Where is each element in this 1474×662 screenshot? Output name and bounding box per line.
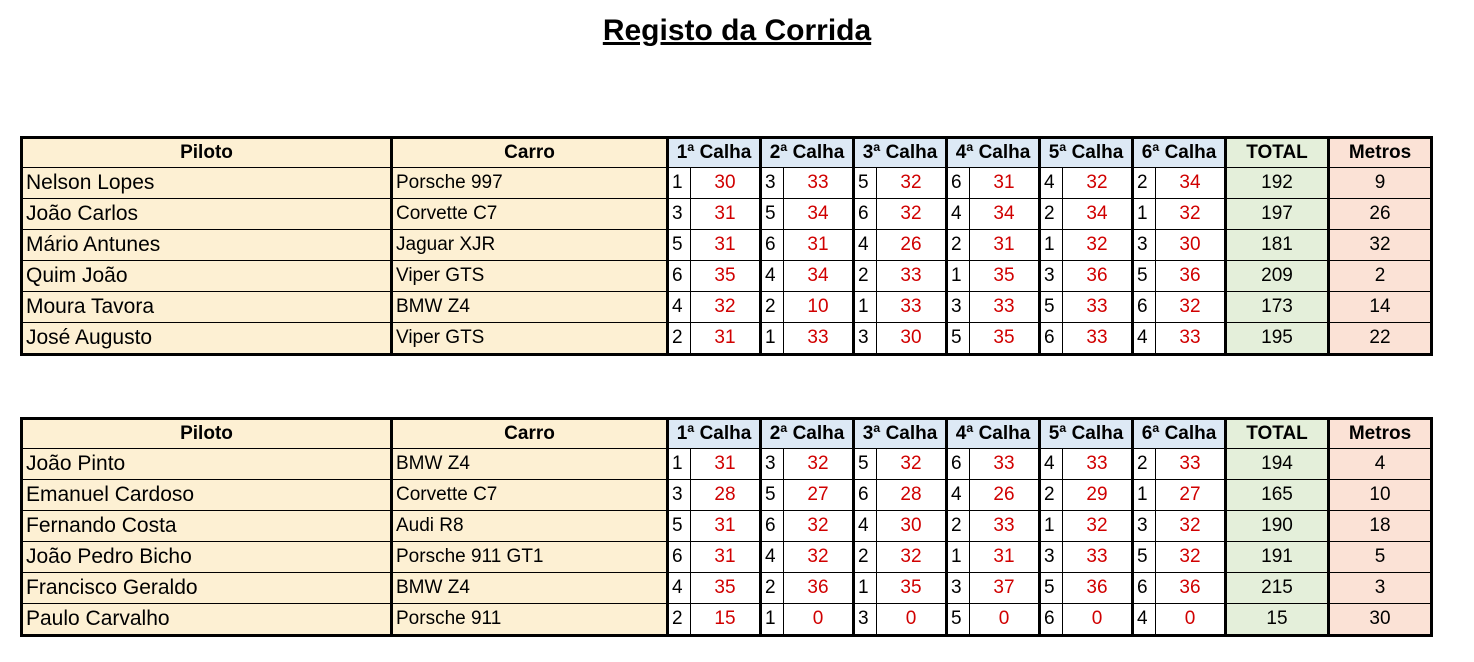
lane-position: 5 (761, 480, 784, 511)
lane-position: 4 (854, 230, 877, 261)
lane-position: 2 (1133, 168, 1156, 199)
lane-score: 31 (691, 230, 761, 261)
lane-score: 0 (1063, 604, 1133, 636)
lane-score: 0 (877, 604, 947, 636)
car-name: Viper GTS (392, 261, 668, 292)
car-name: BMW Z4 (392, 292, 668, 323)
header-calha-2: 2ª Calha (761, 419, 854, 449)
lane-position: 1 (761, 604, 784, 636)
lane-position: 4 (854, 511, 877, 542)
metros-value: 22 (1329, 323, 1432, 355)
lane-position: 6 (1040, 323, 1063, 355)
header-calha-6: 6ª Calha (1133, 138, 1226, 168)
lane-score: 32 (784, 449, 854, 480)
lane-score: 27 (1156, 480, 1226, 511)
lane-score: 36 (1156, 573, 1226, 604)
lane-score: 32 (784, 511, 854, 542)
lane-score: 33 (970, 449, 1040, 480)
lane-score: 35 (691, 261, 761, 292)
lane-position: 6 (947, 449, 970, 480)
lane-position: 2 (1040, 480, 1063, 511)
lane-position: 4 (1133, 323, 1156, 355)
total-value: 191 (1226, 542, 1329, 573)
lane-score: 32 (877, 542, 947, 573)
table-row (22, 449, 1432, 480)
lane-position: 3 (761, 449, 784, 480)
lane-position: 5 (761, 199, 784, 230)
lane-position: 1 (1133, 480, 1156, 511)
lane-score: 36 (1063, 573, 1133, 604)
lane-score: 10 (784, 292, 854, 323)
lane-score: 31 (784, 230, 854, 261)
total-value: 192 (1226, 168, 1329, 199)
header-calha-6: 6ª Calha (1133, 419, 1226, 449)
header-carro: Carro (392, 419, 668, 449)
lane-position: 3 (761, 168, 784, 199)
driver-name: Emanuel Cardoso (22, 480, 392, 511)
total-value: 173 (1226, 292, 1329, 323)
lane-position: 2 (761, 573, 784, 604)
metros-value: 10 (1329, 480, 1432, 511)
lane-position: 3 (1040, 542, 1063, 573)
table-row (22, 199, 1432, 230)
lane-score: 32 (1156, 199, 1226, 230)
lane-position: 4 (761, 542, 784, 573)
total-value: 215 (1226, 573, 1329, 604)
lane-position: 5 (854, 168, 877, 199)
driver-name: Francisco Geraldo (22, 573, 392, 604)
lane-position: 1 (947, 261, 970, 292)
lane-position: 4 (761, 261, 784, 292)
lane-position: 4 (668, 292, 691, 323)
lane-position: 5 (1040, 292, 1063, 323)
total-value: 195 (1226, 323, 1329, 355)
lane-score: 30 (877, 323, 947, 355)
lane-score: 33 (877, 292, 947, 323)
header-calha-1: 1ª Calha (668, 138, 761, 168)
metros-value: 5 (1329, 542, 1432, 573)
lane-position: 4 (1040, 449, 1063, 480)
lane-position: 6 (1040, 604, 1063, 636)
header-total: TOTAL (1226, 138, 1329, 168)
lane-position: 4 (668, 573, 691, 604)
lane-position: 1 (761, 323, 784, 355)
table-row (22, 511, 1432, 542)
lane-position: 1 (1133, 199, 1156, 230)
car-name: BMW Z4 (392, 573, 668, 604)
lane-score: 26 (877, 230, 947, 261)
lane-score: 34 (1063, 199, 1133, 230)
lane-score: 34 (784, 261, 854, 292)
metros-value: 4 (1329, 449, 1432, 480)
lane-score: 26 (970, 480, 1040, 511)
lane-score: 33 (877, 261, 947, 292)
lane-position: 5 (947, 604, 970, 636)
lane-score: 32 (877, 168, 947, 199)
lane-score: 37 (970, 573, 1040, 604)
lane-score: 31 (970, 168, 1040, 199)
lane-position: 5 (1133, 542, 1156, 573)
lane-score: 29 (1063, 480, 1133, 511)
lane-score: 0 (970, 604, 1040, 636)
header-calha-5: 5ª Calha (1040, 138, 1133, 168)
lane-position: 3 (1040, 261, 1063, 292)
lane-position: 6 (761, 230, 784, 261)
car-name: BMW Z4 (392, 449, 668, 480)
car-name: Corvette C7 (392, 480, 668, 511)
car-name: Jaguar XJR (392, 230, 668, 261)
lane-score: 31 (691, 449, 761, 480)
lane-score: 33 (970, 292, 1040, 323)
lane-score: 34 (1156, 168, 1226, 199)
driver-name: João Carlos (22, 199, 392, 230)
lane-score: 31 (691, 542, 761, 573)
lane-position: 4 (947, 199, 970, 230)
lane-position: 2 (947, 511, 970, 542)
lane-position: 5 (1133, 261, 1156, 292)
car-name: Viper GTS (392, 323, 668, 355)
header-carro: Carro (392, 138, 668, 168)
lane-score: 32 (1063, 511, 1133, 542)
lane-score: 33 (1156, 323, 1226, 355)
header-row (22, 138, 1432, 168)
header-row (22, 419, 1432, 449)
lane-position: 3 (947, 292, 970, 323)
driver-name: João Pinto (22, 449, 392, 480)
lane-score: 35 (877, 573, 947, 604)
header-calha-2: 2ª Calha (761, 138, 854, 168)
lane-position: 1 (1040, 230, 1063, 261)
header-metros: Metros (1329, 138, 1432, 168)
metros-value: 3 (1329, 573, 1432, 604)
lane-position: 2 (1133, 449, 1156, 480)
header-calha-3: 3ª Calha (854, 138, 947, 168)
lane-position: 5 (1040, 573, 1063, 604)
lane-score: 32 (1156, 511, 1226, 542)
total-value: 190 (1226, 511, 1329, 542)
table-row (22, 230, 1432, 261)
lane-score: 32 (784, 542, 854, 573)
lane-position: 3 (668, 480, 691, 511)
total-value: 197 (1226, 199, 1329, 230)
lane-score: 35 (691, 573, 761, 604)
lane-position: 4 (1040, 168, 1063, 199)
lane-score: 0 (784, 604, 854, 636)
lane-position: 6 (947, 168, 970, 199)
car-name: Porsche 997 (392, 168, 668, 199)
lane-score: 31 (691, 511, 761, 542)
lane-score: 0 (1156, 604, 1226, 636)
driver-name: Fernando Costa (22, 511, 392, 542)
header-calha-3: 3ª Calha (854, 419, 947, 449)
table-row (22, 480, 1432, 511)
lane-position: 2 (854, 542, 877, 573)
metros-value: 26 (1329, 199, 1432, 230)
metros-value: 32 (1329, 230, 1432, 261)
lane-score: 34 (970, 199, 1040, 230)
total-value: 165 (1226, 480, 1329, 511)
metros-value: 2 (1329, 261, 1432, 292)
lane-position: 2 (854, 261, 877, 292)
lane-score: 32 (1156, 292, 1226, 323)
header-metros: Metros (1329, 419, 1432, 449)
total-value: 181 (1226, 230, 1329, 261)
table-row (22, 292, 1432, 323)
lane-position: 6 (668, 261, 691, 292)
lane-position: 1 (668, 168, 691, 199)
header-calha-5: 5ª Calha (1040, 419, 1133, 449)
lane-position: 6 (854, 199, 877, 230)
lane-position: 1 (947, 542, 970, 573)
header-piloto: Piloto (22, 419, 392, 449)
lane-score: 32 (877, 449, 947, 480)
lane-score: 32 (1063, 230, 1133, 261)
lane-position: 2 (668, 604, 691, 636)
lane-score: 32 (877, 199, 947, 230)
lane-score: 28 (877, 480, 947, 511)
lane-score: 36 (784, 573, 854, 604)
lane-score: 28 (691, 480, 761, 511)
lane-position: 2 (668, 323, 691, 355)
lane-score: 33 (1063, 449, 1133, 480)
car-name: Porsche 911 (392, 604, 668, 636)
lane-score: 30 (1156, 230, 1226, 261)
lane-position: 6 (854, 480, 877, 511)
lane-position: 6 (761, 511, 784, 542)
lane-position: 1 (1040, 511, 1063, 542)
metros-value: 30 (1329, 604, 1432, 636)
lane-position: 3 (1133, 511, 1156, 542)
car-name: Porsche 911 GT1 (392, 542, 668, 573)
lane-score: 32 (691, 292, 761, 323)
table-row (22, 604, 1432, 636)
driver-name: Paulo Carvalho (22, 604, 392, 636)
lane-position: 6 (1133, 573, 1156, 604)
lane-score: 33 (784, 323, 854, 355)
metros-value: 18 (1329, 511, 1432, 542)
lane-position: 4 (1133, 604, 1156, 636)
lane-position: 1 (668, 449, 691, 480)
driver-name: Mário Antunes (22, 230, 392, 261)
lane-score: 32 (1156, 542, 1226, 573)
table-row (22, 573, 1432, 604)
lane-score: 35 (970, 261, 1040, 292)
lane-position: 2 (947, 230, 970, 261)
driver-name: José Augusto (22, 323, 392, 355)
lane-position: 5 (668, 511, 691, 542)
lane-position: 5 (854, 449, 877, 480)
lane-position: 2 (761, 292, 784, 323)
lane-position: 3 (1133, 230, 1156, 261)
driver-name: João Pedro Bicho (22, 542, 392, 573)
lane-score: 36 (1063, 261, 1133, 292)
lane-score: 34 (784, 199, 854, 230)
lane-position: 6 (1133, 292, 1156, 323)
table-row (22, 323, 1432, 355)
lane-position: 3 (668, 199, 691, 230)
race-table-1 (20, 136, 1433, 356)
header-total: TOTAL (1226, 419, 1329, 449)
lane-position: 3 (947, 573, 970, 604)
lane-position: 1 (854, 573, 877, 604)
lane-score: 33 (784, 168, 854, 199)
metros-value: 9 (1329, 168, 1432, 199)
lane-score: 33 (1063, 292, 1133, 323)
lane-position: 3 (854, 604, 877, 636)
lane-position: 1 (854, 292, 877, 323)
header-calha-1: 1ª Calha (668, 419, 761, 449)
total-value: 209 (1226, 261, 1329, 292)
header-piloto: Piloto (22, 138, 392, 168)
lane-score: 30 (877, 511, 947, 542)
lane-score: 30 (691, 168, 761, 199)
car-name: Audi R8 (392, 511, 668, 542)
lane-position: 3 (854, 323, 877, 355)
driver-name: Quim João (22, 261, 392, 292)
lane-score: 15 (691, 604, 761, 636)
table-row (22, 168, 1432, 199)
lane-position: 5 (668, 230, 691, 261)
lane-score: 33 (1063, 323, 1133, 355)
table-row (22, 542, 1432, 573)
header-calha-4: 4ª Calha (947, 419, 1040, 449)
lane-position: 2 (1040, 199, 1063, 230)
lane-score: 31 (970, 542, 1040, 573)
lane-position: 5 (947, 323, 970, 355)
total-value: 15 (1226, 604, 1329, 636)
lane-position: 6 (668, 542, 691, 573)
metros-value: 14 (1329, 292, 1432, 323)
lane-score: 36 (1156, 261, 1226, 292)
lane-score: 33 (1063, 542, 1133, 573)
lane-score: 27 (784, 480, 854, 511)
driver-name: Moura Tavora (22, 292, 392, 323)
lane-score: 31 (691, 323, 761, 355)
lane-score: 31 (691, 199, 761, 230)
lane-score: 31 (970, 230, 1040, 261)
lane-position: 4 (947, 480, 970, 511)
lane-score: 33 (970, 511, 1040, 542)
lane-score: 35 (970, 323, 1040, 355)
page-title: Registo da Corrida (602, 14, 872, 47)
total-value: 194 (1226, 449, 1329, 480)
driver-name: Nelson Lopes (22, 168, 392, 199)
table-row (22, 261, 1432, 292)
header-calha-4: 4ª Calha (947, 138, 1040, 168)
lane-score: 32 (1063, 168, 1133, 199)
race-table-2 (20, 417, 1433, 637)
lane-score: 33 (1156, 449, 1226, 480)
car-name: Corvette C7 (392, 199, 668, 230)
